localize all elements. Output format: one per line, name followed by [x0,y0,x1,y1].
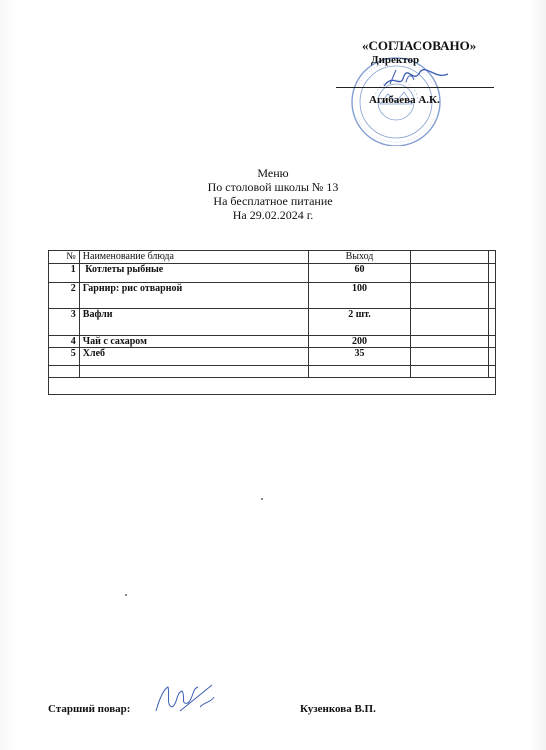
row-number: 3 [49,309,80,336]
cook-name: Кузенкова В.П. [300,703,376,715]
row-extra-1 [411,348,489,366]
row-dish: Вафли [79,309,308,336]
heading-title: Меню [257,166,289,180]
signature-line [336,87,494,88]
row-output: 60 [308,264,410,283]
row-number: 2 [49,283,80,309]
table-row [49,283,496,309]
cook-label: Старший повар: [48,703,131,715]
document-heading [0,166,546,222]
header-extra-1 [411,251,489,264]
row-empty-cell [308,366,410,378]
scan-speck [261,498,263,500]
row-output: 200 [308,336,410,348]
footer [48,703,508,723]
menu-table [48,250,496,395]
row-dish: Хлеб [79,348,308,366]
heading-school: По столовой школы № 13 [207,180,339,194]
row-output: 35 [308,348,410,366]
row-extra-1 [411,283,489,309]
row-extra-2 [489,336,496,348]
row-empty-cell [411,366,489,378]
table-row-empty [49,378,496,395]
row-output: 2 шт. [308,309,410,336]
row-extra-2 [489,264,496,283]
table-row [49,264,496,283]
heading-date: На 29.02.2024 г. [232,208,314,222]
row-dish: Гарнир: рис отварной [79,283,308,309]
scan-speck [125,594,127,596]
row-empty-cell [49,378,496,395]
table-row [49,348,496,366]
cook-signature-icon [150,681,230,715]
row-dish: Котлеты рыбные [79,264,308,283]
approval-role: Директор [371,54,420,66]
row-extra-2 [489,283,496,309]
header-extra-2 [489,251,496,264]
header-output: Выход [308,251,410,264]
row-empty-cell [49,366,80,378]
row-empty-cell [489,366,496,378]
heading-purpose: На бесплатное питание [213,194,333,208]
row-output: 100 [308,283,410,309]
header-number: № [49,251,80,264]
row-number: 1 [49,264,80,283]
table-row [49,336,496,348]
row-number: 4 [49,336,80,348]
header-dish: Наименование блюда [79,251,308,264]
row-number: 5 [49,348,80,366]
approval-title: «СОГЛАСОВАНО» [362,38,477,53]
approval-block [336,38,496,148]
table-row [49,309,496,336]
row-extra-1 [411,336,489,348]
table-row-empty [49,366,496,378]
row-extra-1 [411,264,489,283]
row-extra-2 [489,309,496,336]
table-header-row [49,251,496,264]
row-extra-2 [489,348,496,366]
row-dish: Чай с сахаром [79,336,308,348]
row-empty-cell [79,366,308,378]
row-extra-1 [411,309,489,336]
approval-name: Агибаева А.К. [369,94,440,106]
